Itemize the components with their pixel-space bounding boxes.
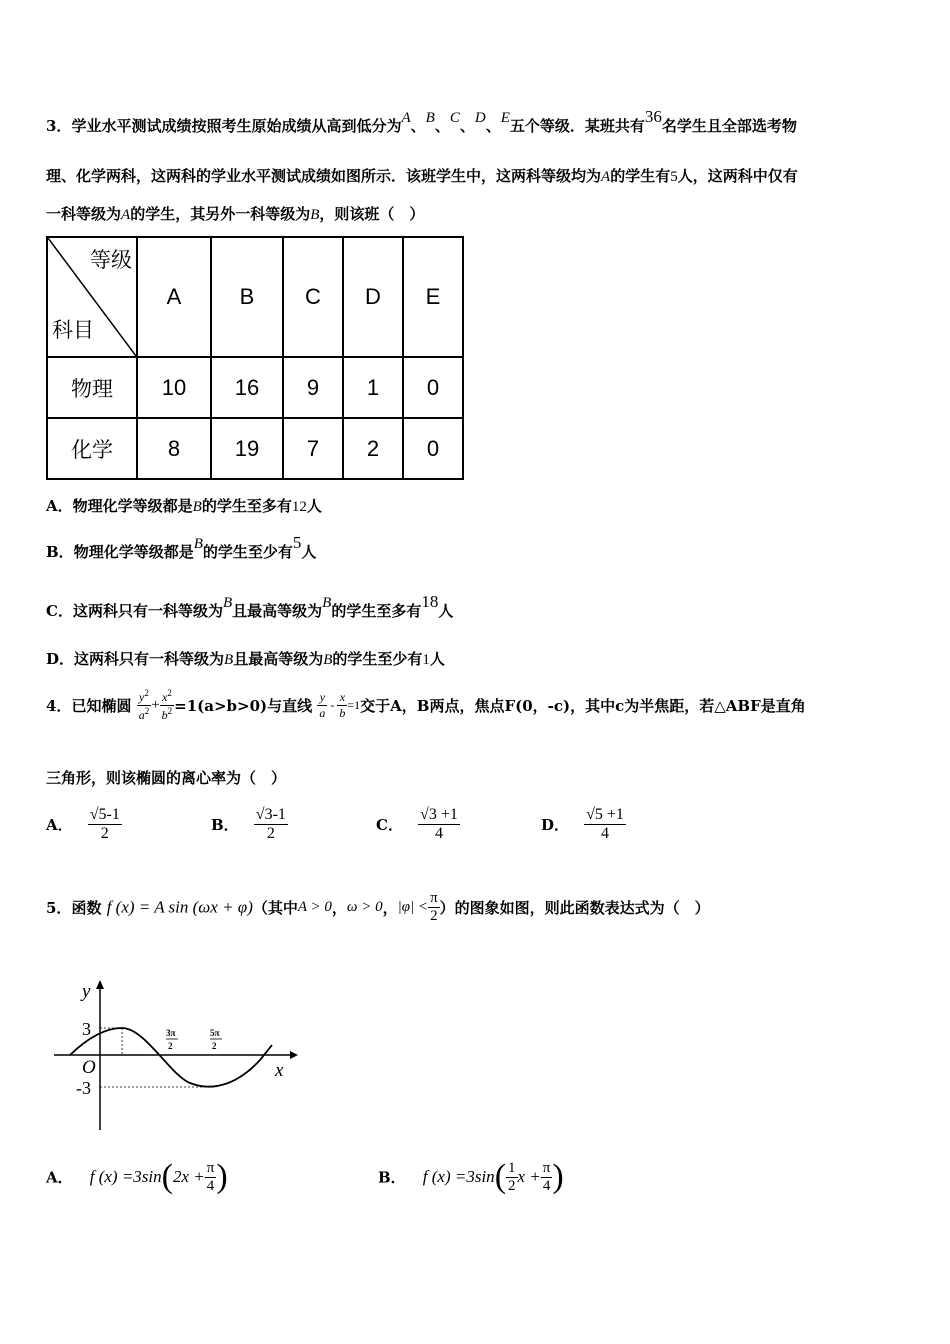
q4-text: 交于A，B两点，焦点F(0，-c)，其中c为半焦距，若△ABF是直角 [360,697,806,715]
option-fraction [584,806,626,843]
q4-text: 三角形，则该椭圆的离心率为（ ） [46,769,287,787]
left-paren: ( [161,1158,173,1195]
option-label: C． [46,602,73,620]
q4-option-c[interactable] [376,806,460,843]
table-row [47,418,463,479]
frac-den: 2 [100,825,109,842]
frac-num: π [542,1159,551,1176]
right-paren: ) [552,1158,564,1195]
table-cell: 2 [343,418,403,479]
var-b: B [222,595,233,611]
option-inner: 2x + [172,1167,205,1186]
option-lhs: f (x) =3sin [89,1167,162,1186]
q3-line2 [46,165,798,186]
q4-option-b[interactable] [211,806,288,843]
option-fraction [254,806,288,843]
option-fraction [205,1160,217,1195]
option-text: 且最高等级为 [233,650,324,668]
col-header: B [211,237,283,357]
var-a: A [601,169,611,185]
q3-number: 3． [46,117,72,135]
option-number: 1 [422,652,430,668]
grade-c: C [449,110,460,126]
table-cell: 16 [211,357,283,418]
sep: 、 [410,117,426,135]
option-text: 的学生至多有 [331,602,422,620]
q4-line1 [46,688,806,723]
condition-a: A > 0 [297,899,332,915]
row-subject: 物理 [47,357,137,418]
table-cell: 0 [403,418,463,479]
q3-option-d[interactable] [46,648,445,669]
table-cell: 10 [137,357,211,418]
option-number: 5 [292,533,302,552]
var-b: B [322,595,332,611]
option-text: 这两科只有一科等级为 [74,650,225,668]
option-text: 的学生至少有 [202,543,293,561]
y-min-label: -3 [76,1078,91,1098]
frac-den: 2 [266,825,275,842]
table-cell: 1 [343,357,403,418]
sep: ， [331,899,347,917]
function-expression: f (x) = A sin (ωx + φ) [106,897,253,917]
table-cell: 0 [403,357,463,418]
header-grade: 等级 [90,248,132,272]
option-label: A． [46,1168,73,1187]
q3-text: 学业水平测试成绩按照考生原始成绩从高到低分为 [71,117,402,135]
frac-num: π [206,1159,215,1176]
frac-num: √5 +1 [586,806,624,823]
q3-option-c[interactable] [46,592,454,621]
q5-option-a[interactable] [46,1158,228,1196]
grade-e: E [500,110,510,126]
row-subject: 化学 [47,418,137,479]
col-header: C [283,237,343,357]
var-a: A [121,207,131,223]
q3-text: 人，这两科中仅有 [677,167,798,185]
table-cell: 7 [283,418,343,479]
col-header: D [343,237,403,357]
frac-num: √3-1 [255,806,286,823]
sine-graph [50,975,300,1135]
table-cell: 8 [137,418,211,479]
grade-table [46,236,464,480]
frac-num: √5-1 [89,806,120,823]
option-label: B． [211,816,239,834]
option-fraction [541,1160,553,1195]
q5-text: 函数 [71,899,102,917]
table-header-row [47,237,463,357]
both-a-count: 5 [670,169,678,185]
frac-den: 4 [542,1177,551,1194]
condition-omega: ω > 0 [346,899,383,915]
q3-text: 的学生有 [610,167,671,185]
table-cell: 19 [211,418,283,479]
q4-option-d[interactable] [541,806,626,843]
frac-num: π [430,890,438,906]
left-paren: ( [494,1158,507,1195]
minus-sign: - [327,698,338,712]
q3-text: 的学生，其另外一科等级为 [130,205,311,223]
fraction-pi-2 [428,890,440,925]
condition-phi: |φ| < [397,899,429,915]
var-b: B [323,652,333,668]
frac-den: 4 [434,825,443,842]
option-fraction [88,806,122,843]
fraction-y-a: $\frac{y}{a}$ [319,690,326,720]
table-corner-cell [47,237,137,357]
option-text: 且最高等级为 [232,602,323,620]
var-b: B [224,652,234,668]
q5-text: （其中 [252,899,298,917]
header-subject: 科目 [52,318,94,342]
q4-text: 已知椭圆 [71,697,132,715]
table-cell: 9 [283,357,343,418]
q3-text: 名学生且全部选考物 [661,117,797,135]
option-text: 的学生至少有 [332,650,423,668]
option-label: D． [541,816,570,834]
tick1-den: 2 [168,1041,173,1051]
option-label: A． [46,497,73,515]
q4-line2 [46,767,286,788]
grade-d: D [474,110,486,126]
option-label: B． [46,543,74,561]
table-row [47,357,463,418]
q4-option-a[interactable] [46,806,122,843]
q5-text: ）的图象如图，则此函数表达式为（ ） [439,899,710,917]
grade-a: A [401,110,411,126]
fraction-x-b: $\frac{x}{b}$ [339,690,346,720]
var-b: B [192,499,202,515]
fraction-y2-a2: $\frac{y^2}{a^2}$ [138,688,150,722]
q4-text: =1(a>b>0)与直线 [174,697,313,715]
tick2-den: 2 [212,1041,217,1051]
q3-line1 [46,107,797,136]
var-b: B [193,536,203,552]
frac-num: √3 +1 [420,806,458,823]
q5-line1 [46,890,710,925]
option-text: 物理化学等级都是 [73,543,194,561]
option-fraction [418,806,460,843]
q3-text: 一科等级为 [46,205,122,223]
sep: 、 [434,117,450,135]
option-number: 18 [421,592,439,611]
q3-line3 [46,203,424,224]
fraction-x2-b2: $\frac{x^2}{b^2}$ [161,688,173,722]
q3-option-a[interactable] [46,495,322,516]
option-label: B． [378,1168,406,1187]
q3-option-b[interactable] [46,533,317,562]
inner-fraction [506,1160,518,1195]
y-label: y [82,981,91,1002]
option-text: 物理化学等级都是 [72,497,193,515]
q5-option-b[interactable] [378,1158,564,1196]
col-header: E [403,237,463,357]
option-label: D． [46,650,75,668]
origin-label: O [82,1057,96,1078]
grade-b: B [425,110,435,126]
option-text: 的学生至多有 [201,497,292,515]
y-axis-arrow [96,980,104,989]
option-text: 人 [301,543,317,561]
frac-den: 2 [508,1177,516,1194]
total-students: 36 [644,107,662,126]
frac-den: 4 [206,1177,215,1194]
sep: 、 [485,117,501,135]
col-header: A [137,237,211,357]
option-label: A． [46,816,73,834]
tick1-num: 3π [166,1028,176,1038]
sep: ， [382,899,398,917]
q3-text: ，则该班（ ） [319,205,425,223]
right-paren: ) [216,1158,228,1195]
option-label: C． [376,816,403,834]
x-label: x [275,1060,284,1081]
option-inner: x + [517,1167,541,1186]
tick2-num: 5π [210,1028,220,1038]
x-axis-arrow [290,1051,298,1059]
y-max-label: 3 [82,1019,91,1039]
frac-den: 4 [601,825,610,842]
sep: 、 [459,117,475,135]
option-lhs: f (x) =3sin [422,1167,495,1186]
option-number: 12 [291,499,307,515]
frac-num: 1 [508,1159,516,1176]
q5-number: 5． [46,899,72,917]
option-text: 人 [438,602,454,620]
var-b: B [310,207,320,223]
option-text: 这两科只有一科等级为 [72,602,223,620]
option-text: 人 [306,497,322,515]
option-text: 人 [429,650,445,668]
frac-den: 2 [430,908,438,924]
q3-text: 理、化学两科，这两科的学业水平测试成绩如图所示．该班学生中，这两科等级均为 [46,167,602,185]
plus-sign: + [151,697,160,713]
q4-number: 4． [46,697,72,715]
q3-text: 五个等级．某班共有 [509,117,645,135]
q4-text: =1 [347,698,361,712]
